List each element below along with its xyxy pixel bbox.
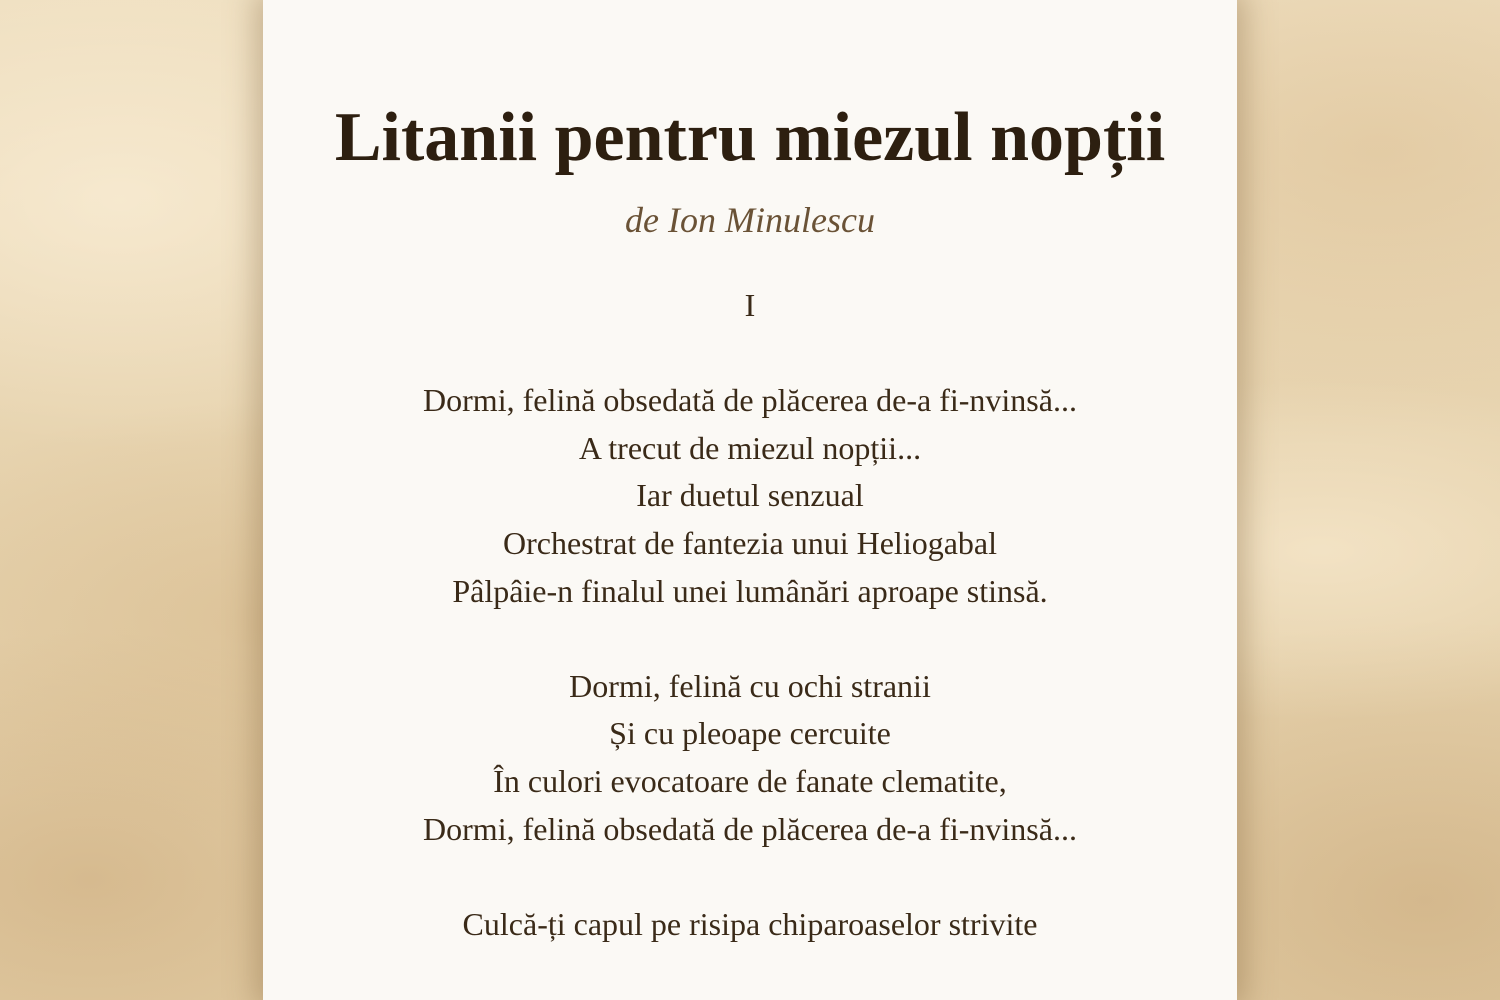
poem-line: Dormi, felină obsedată de plăcerea de-a fi-nvinsă... <box>423 810 1077 847</box>
poem-body <box>263 282 1237 948</box>
poem-title: Litanii pentru miezul nopții <box>334 99 1166 176</box>
poem-author: de Ion Minulescu <box>625 200 875 240</box>
poem-line: În culori evocatoare de fanate clematite, <box>493 762 1007 799</box>
poem-line: Orchestrat de fantezia unui Heliogabal <box>503 524 997 561</box>
blank-line <box>263 330 1237 378</box>
poem-line: Iar duetul senzual <box>636 477 864 514</box>
poem-page <box>263 0 1237 1000</box>
poem-line: Dormi, felină cu ochi stranii <box>569 667 931 704</box>
stanza-break <box>263 853 1237 901</box>
poem-line: Culcă-ți capul pe risipa chiparoaselor strivite <box>462 905 1038 942</box>
poem-line: Dormi, felină obsedată de plăcerea de-a fi-nvinsă... <box>423 382 1077 419</box>
poem-line: A trecut de miezul nopții... <box>578 429 922 466</box>
poem-line: Pâlpâie-n finalul unei lumânări aproape stinsă. <box>452 572 1048 609</box>
stanza-break <box>263 615 1237 663</box>
section-number: I <box>744 287 756 323</box>
poem-line: Și cu pleoape cercuite <box>609 715 891 752</box>
